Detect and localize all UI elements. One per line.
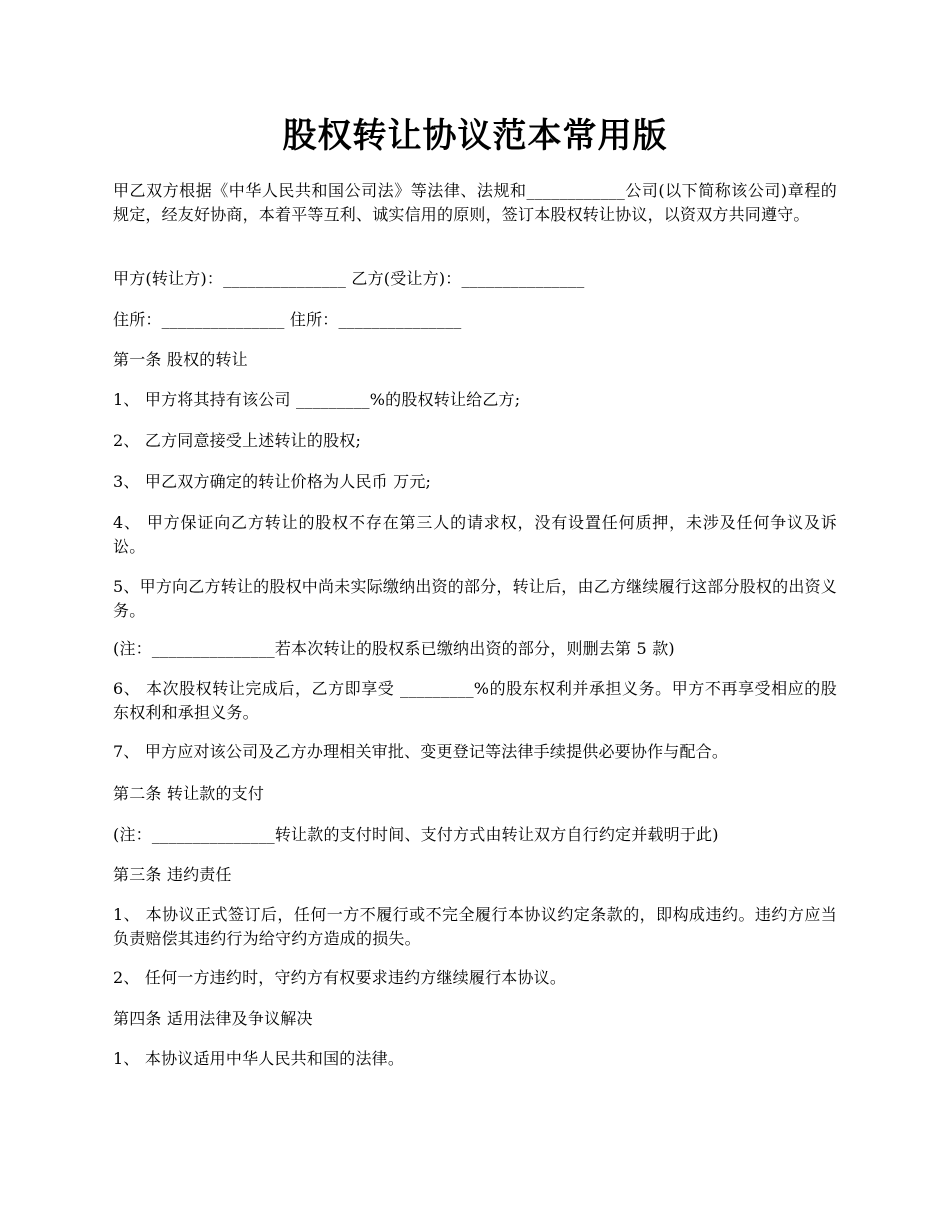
article-1-clause-4: 4、 甲方保证向乙方转让的股权不存在第三人的请求权，没有设置任何质押，未涉及任何争议及诉讼。 [113, 513, 837, 556]
article-1-clause-6: 6、 本次股权转让完成后，乙方即享受 _________%的股东权利并承担义务。甲方不再享受相应的股东权利和承担义务。 [113, 679, 837, 722]
party-addresses-line: 住所：_______________ 住所：_______________ [113, 310, 462, 329]
document-title: 股权转让协议范本常用版 [282, 116, 668, 156]
article-1-clause-7: 7、 甲方应对该公司及乙方办理相关审批、变更登记等法律手续提供必要协作与配合。 [113, 742, 729, 761]
article-1-heading: 第一条 股权的转让 [113, 350, 248, 369]
article-3-clause-1: 1、 本协议正式签订后，任何一方不履行或不完全履行本协议约定条款的，即构成违约。违约方应当负责赔偿其违约行为给守约方造成的损失。 [113, 905, 837, 948]
article-4-heading: 第四条 适用法律及争议解决 [113, 1009, 313, 1028]
article-1-clause-1: 1、 甲方将其持有该公司 _________%的股权转让给乙方; [113, 390, 521, 409]
article-3-clause-2: 2、 任何一方违约时，守约方有权要求违约方继续履行本协议。 [113, 968, 567, 987]
article-2-heading: 第二条 转让款的支付 [113, 784, 265, 803]
article-1-clause-3: 3、 甲乙双方确定的转让价格为人民币 万元; [113, 472, 432, 491]
article-1-clause-2: 2、 乙方同意接受上述转让的股权; [113, 431, 362, 450]
article-3-heading: 第三条 违约责任 [113, 865, 232, 884]
article-1-clause-5: 5、甲方向乙方转让的股权中尚未实际缴纳出资的部分，转让后，由乙方继续履行这部分股权的出资义务。 [113, 577, 837, 620]
article-2-note: (注：_______________转让款的支付时间、支付方式由转让双方自行约定并载明于此) [113, 825, 719, 844]
preamble-paragraph: 甲乙双方根据《中华人民共和国公司法》等法律、法规和____________公司(以下简称该公司)章程的规定，经友好协商，本着平等互利、诚实信用的原则，签订本股权转让协议，以资双方共同遵守。 [113, 181, 837, 224]
party-names-line: 甲方(转让方)：_______________ 乙方(受让方)：_______________ [113, 269, 585, 288]
article-1-note: (注：_______________若本次转让的股权系已缴纳出资的部分，则删去第 5 款) [113, 639, 675, 658]
article-4-clause-1: 1、 本协议适用中华人民共和国的法律。 [113, 1049, 405, 1068]
